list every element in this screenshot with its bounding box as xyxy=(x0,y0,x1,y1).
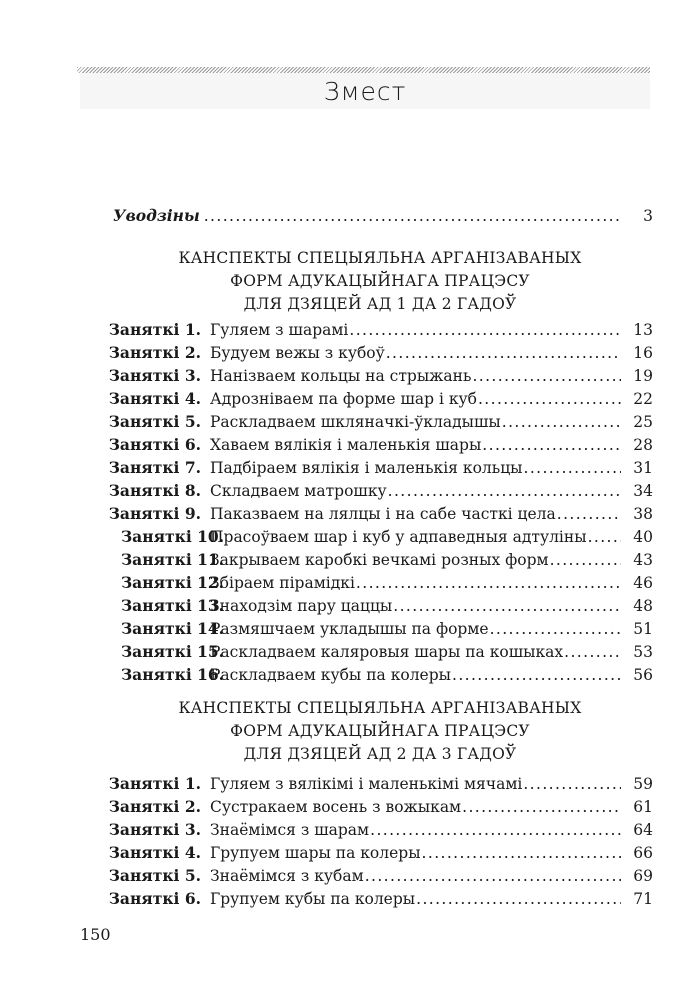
dot-leader xyxy=(416,890,621,908)
entry-page: 69 xyxy=(633,867,653,885)
entry-label: Заняткі 6. xyxy=(108,435,201,454)
entry-label: Заняткі 5. xyxy=(108,866,201,885)
toc-entry[interactable] xyxy=(108,797,653,820)
entry-label: Заняткі 1. xyxy=(108,774,201,793)
dot-leader xyxy=(588,528,621,546)
entry-page: 25 xyxy=(633,413,653,431)
dot-leader xyxy=(482,436,621,454)
dot-leader xyxy=(370,821,621,839)
toc-entry[interactable] xyxy=(108,665,653,688)
toc-entry[interactable] xyxy=(108,366,653,389)
entry-title: Раскладваем каляровыя шары па кошыках xyxy=(210,643,564,661)
entry-title: Прасоўваем шар і куб у адпаведныя адтуліны xyxy=(210,528,587,546)
dot-leader xyxy=(356,574,621,592)
section-2-title xyxy=(100,697,660,766)
entry-page: 48 xyxy=(633,597,653,615)
dot-leader xyxy=(422,844,621,862)
dot-leader xyxy=(365,867,621,885)
page-number: 150 xyxy=(80,925,111,944)
entry-page: 40 xyxy=(633,528,653,546)
dot-leader xyxy=(204,207,621,225)
entry-label: Заняткі 3. xyxy=(108,366,201,385)
toc-entry[interactable] xyxy=(108,889,653,912)
section-title-line: ДЛЯ ДЗЯЦЕЙ АД 2 ДА 3 ГАДОЎ xyxy=(243,745,517,763)
entry-title: Закрываем каробкі вечкамі розных форм xyxy=(210,551,549,569)
toc-entry[interactable] xyxy=(108,504,653,527)
section-1-title xyxy=(100,247,660,316)
entry-page: 51 xyxy=(633,620,653,638)
section-title-line: КАНСПЕКТЫ СПЕЦЫЯЛЬНА АРГАНІЗАВАНЫХ xyxy=(178,249,582,267)
entry-label: Заняткі 14. xyxy=(121,619,225,638)
intro-page: 3 xyxy=(643,207,653,225)
entry-page: 71 xyxy=(633,890,653,908)
entry-page: 43 xyxy=(633,551,653,569)
entry-page: 53 xyxy=(633,643,653,661)
entry-title: Сустракаем восень з вожыкам xyxy=(210,798,462,816)
dot-leader xyxy=(524,459,622,477)
page-title: Змест xyxy=(323,77,407,106)
toc-entry[interactable] xyxy=(108,343,653,366)
entry-label: Заняткі 11. xyxy=(121,550,225,569)
entry-label: Заняткі 2. xyxy=(108,797,201,816)
section-title-line: ФОРМ АДУКАЦЫЙНАГА ПРАЦЭСУ xyxy=(230,272,530,290)
entry-label: Заняткі 12. xyxy=(121,573,225,592)
entry-page: 59 xyxy=(633,775,653,793)
entry-page: 56 xyxy=(633,666,653,684)
entry-page: 16 xyxy=(633,344,653,362)
entry-label: Заняткі 8. xyxy=(108,481,201,500)
dot-leader xyxy=(388,482,621,500)
toc-entry[interactable] xyxy=(108,820,653,843)
section-title-line: ФОРМ АДУКАЦЫЙНАГА ПРАЦЭСУ xyxy=(230,722,530,740)
entry-title: Нанізваем кольцы на стрыжань xyxy=(210,367,472,385)
toc-entry[interactable] xyxy=(108,412,653,435)
header-band xyxy=(80,73,650,109)
section-1-entries xyxy=(108,320,653,688)
entry-label: Заняткі 16. xyxy=(121,665,225,684)
entry-label: Заняткі 3. xyxy=(108,820,201,839)
entry-title: Размяшчаем укладышы па форме xyxy=(210,620,489,638)
toc-entry[interactable] xyxy=(108,843,653,866)
entry-label: Заняткі 2. xyxy=(108,343,201,362)
dot-leader xyxy=(386,344,621,362)
entry-title: Знаёмімся з шарам xyxy=(210,821,370,839)
dot-leader xyxy=(557,505,621,523)
entry-title: Раскладваем шкляначкі-ўкладышы xyxy=(210,413,501,431)
entry-title: Адрозніваем па форме шар і куб xyxy=(210,390,477,408)
entry-title: Групуем шары па колеры xyxy=(210,844,421,862)
entry-title: Групуем кубы па колеры xyxy=(210,890,416,908)
toc-entry[interactable] xyxy=(108,320,653,343)
section-2-entries xyxy=(108,774,653,912)
toc-entry[interactable] xyxy=(108,550,653,573)
dot-leader xyxy=(490,620,621,638)
entry-title: Гуляем з шарамі xyxy=(210,321,349,339)
entry-label: Заняткі 4. xyxy=(108,389,201,408)
toc-entry[interactable] xyxy=(108,435,653,458)
entry-page: 22 xyxy=(633,390,653,408)
toc-entry[interactable] xyxy=(108,619,653,642)
entry-page: 64 xyxy=(633,821,653,839)
entry-page: 34 xyxy=(633,482,653,500)
dot-leader xyxy=(550,551,621,569)
dot-leader xyxy=(452,666,621,684)
entry-label: Заняткі 13. xyxy=(121,596,225,615)
entry-title: Паказваем на лялцы і на сабе часткі цела xyxy=(210,505,556,523)
entry-page: 19 xyxy=(633,367,653,385)
entry-label: Заняткі 1. xyxy=(108,320,201,339)
toc-entry[interactable] xyxy=(108,481,653,504)
section-title-line: ДЛЯ ДЗЯЦЕЙ АД 1 ДА 2 ГАДОЎ xyxy=(243,295,517,313)
intro-label: Уводзіны xyxy=(113,206,200,225)
entry-page: 31 xyxy=(633,459,653,477)
toc-entry[interactable] xyxy=(108,527,653,550)
toc-entry[interactable] xyxy=(108,596,653,619)
entry-title: Складваем матрошку xyxy=(210,482,387,500)
entry-page: 38 xyxy=(633,505,653,523)
entry-label: Заняткі 7. xyxy=(108,458,201,477)
toc-entry[interactable] xyxy=(108,458,653,481)
entry-title: Знаёмімся з кубам xyxy=(210,867,364,885)
entry-title: Падбіраем вялікія і маленькія кольцы xyxy=(210,459,523,477)
entry-label: Заняткі 9. xyxy=(108,504,201,523)
entry-title: Гуляем з вялікімі і маленькімі мячамі xyxy=(210,775,523,793)
entry-title: Збіраем пірамідкі xyxy=(210,574,355,592)
entry-label: Заняткі 5. xyxy=(108,412,201,431)
entry-label: Заняткі 15. xyxy=(121,642,225,661)
toc-entry-intro[interactable] xyxy=(113,206,653,226)
dot-leader xyxy=(478,390,621,408)
entry-page: 61 xyxy=(633,798,653,816)
entry-page: 13 xyxy=(633,321,653,339)
dot-leader xyxy=(349,321,621,339)
toc-entry[interactable] xyxy=(108,866,653,889)
entry-label: Заняткі 6. xyxy=(108,889,201,908)
dot-leader xyxy=(393,597,621,615)
entry-title: Будуем вежы з кубоў xyxy=(210,344,385,362)
dot-leader xyxy=(462,798,621,816)
entry-title: Хаваем вялікія і маленькія шары xyxy=(210,436,482,454)
entry-label: Заняткі 4. xyxy=(108,843,201,862)
entry-label: Заняткі 10. xyxy=(121,527,225,546)
entry-page: 46 xyxy=(633,574,653,592)
entry-page: 28 xyxy=(633,436,653,454)
toc-entry[interactable] xyxy=(108,642,653,665)
dot-leader xyxy=(502,413,621,431)
toc-entry[interactable] xyxy=(108,774,653,797)
entry-page: 66 xyxy=(633,844,653,862)
entry-title: Знаходзім пару цаццы xyxy=(210,597,393,615)
dot-leader xyxy=(564,643,621,661)
entry-title: Раскладваем кубы па колеры xyxy=(210,666,451,684)
dot-leader xyxy=(472,367,621,385)
dot-leader xyxy=(523,775,621,793)
section-title-line: КАНСПЕКТЫ СПЕЦЫЯЛЬНА АРГАНІЗАВАНЫХ xyxy=(178,699,582,717)
toc-entry[interactable] xyxy=(108,389,653,412)
toc-entry[interactable] xyxy=(108,573,653,596)
